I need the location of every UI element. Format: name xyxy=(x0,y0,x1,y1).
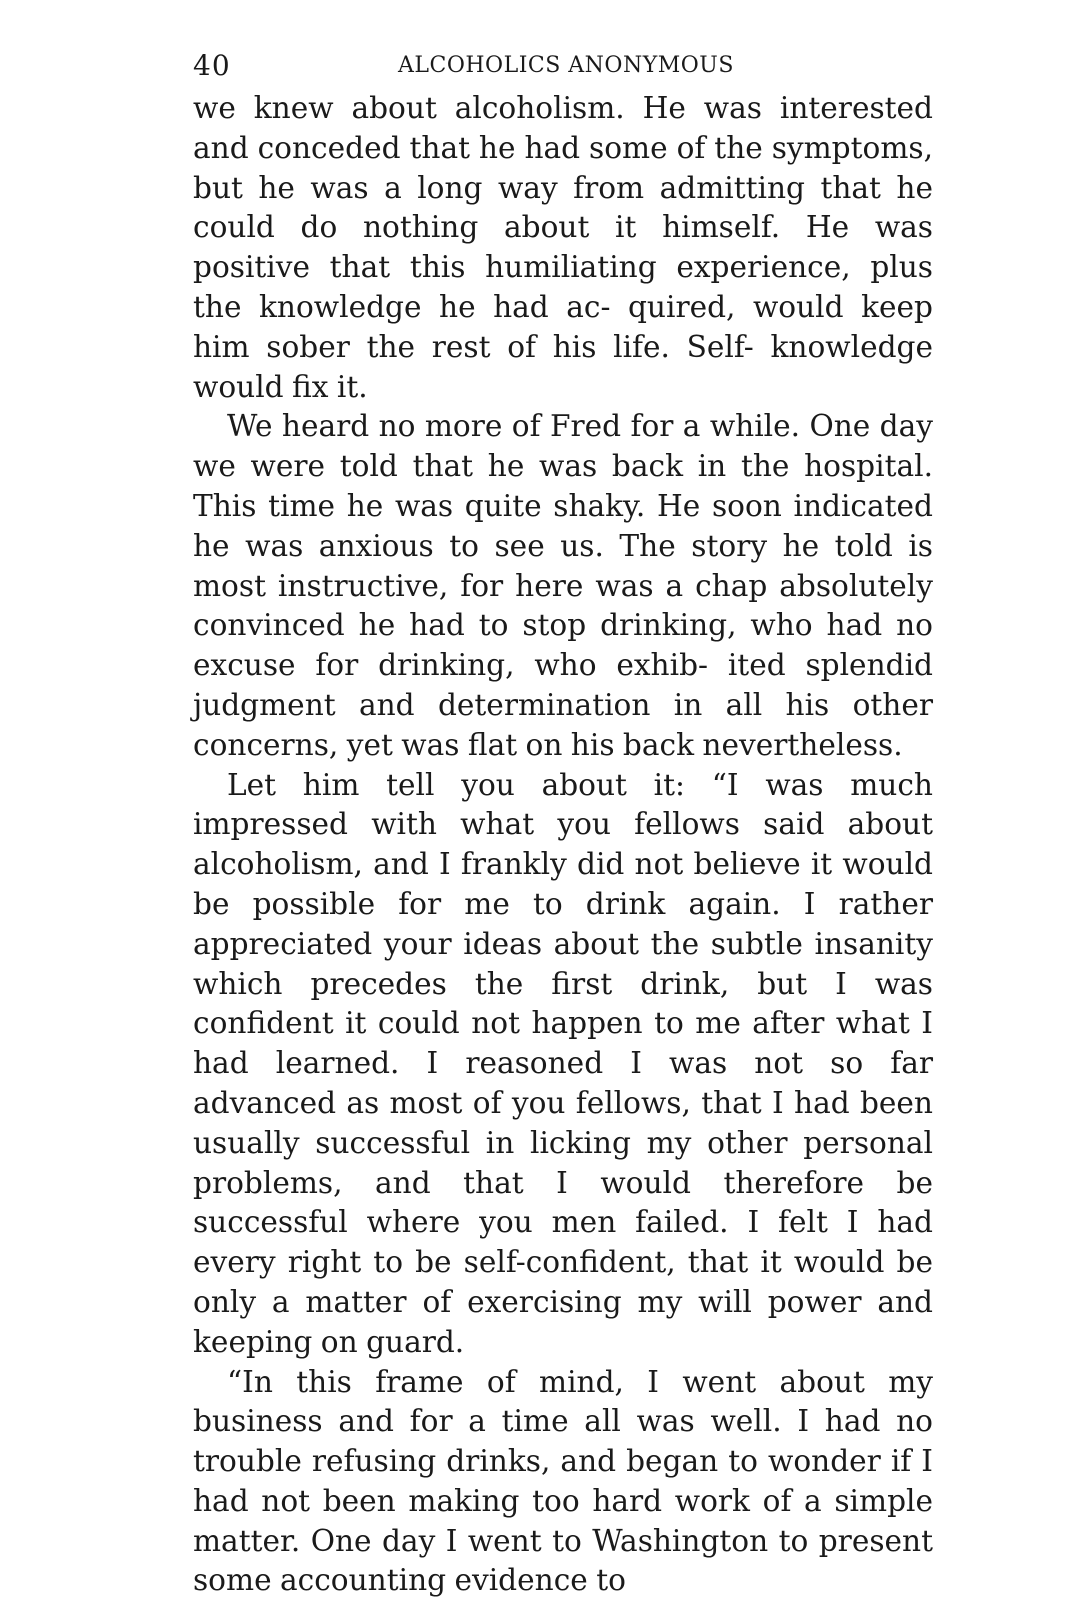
paragraph-continuation: we knew about alcoholism. He was interested and conceded that he had some of the symptoms, but he was a long way from admitting that he could do nothing about it himself. He was positive that this humiliating experience, plus the knowledge he had ac- quired, would keep him sober the rest of his life. Self- knowledge would fix it. xyxy=(193,89,933,407)
paragraph-frame-of-mind: “In this frame of mind, I went about my business and for a time all was well. I had no trouble refusing drinks, and began to wonder if I had not been making too hard work of a simple matter. One day I went to Washington to present some accounting evidence to xyxy=(193,1363,933,1601)
running-title: ALCOHOLICS ANONYMOUS xyxy=(398,48,734,84)
page-header xyxy=(193,46,933,86)
body-text xyxy=(193,89,933,1601)
paragraph-fred-hospital: We heard no more of Fred for a while. One day we were told that he was back in the hospital. This time he was quite shaky. He soon indicated he was anxious to see us. The story he told is most instructive, for here was a chap absolutely convinced he had to stop drinking, who had no excuse for drinking, who exhib- ited splendid judgment and determination in all his other concerns, yet was flat on his back nevertheless. xyxy=(193,407,933,765)
paragraph-fred-story: Let him tell you about it: “I was much impressed with what you fellows said about alcoholism, and I frankly did not believe it would be possible for me to drink again. I rather appreciated your ideas about the subtle insanity which precedes the first drink, but I was confident it could not happen to me after what I had learned. I reasoned I was not so far advanced as most of you fellows, that I had been usually successful in licking my other personal problems, and that I would therefore be successful where you men failed. I felt I had every right to be self-confident, that it would be only a matter of exercising my will power and keeping on guard. xyxy=(193,766,933,1363)
page-number: 40 xyxy=(193,46,231,86)
